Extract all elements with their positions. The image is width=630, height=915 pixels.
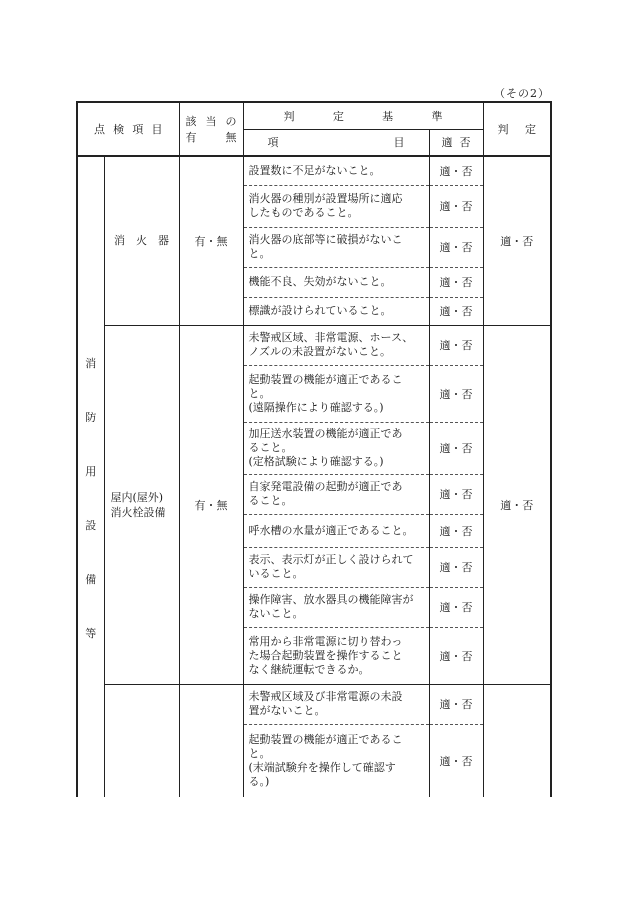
criteria-line: 加圧送水装置の機能が適正であ — [248, 427, 403, 440]
criteria-line: る。) — [248, 774, 270, 788]
presence-value — [179, 684, 243, 797]
inspection-table — [76, 101, 552, 797]
criteria-line: 常用から非常電源に切り替わっ — [248, 634, 403, 648]
conformity-value: 適・否 — [429, 227, 483, 267]
conformity-value: 適・否 — [429, 365, 483, 422]
criteria-line: (末端試験弁を操作して確認す — [248, 760, 396, 774]
criteria-line: と。 — [248, 746, 271, 760]
conformity-value: 適・否 — [429, 627, 483, 684]
criteria-line: 置がないこと。 — [248, 704, 326, 717]
criteria-line: 呼水槽の水量が適正であること。 — [248, 523, 414, 537]
judgment-value: 適・否 — [483, 156, 551, 325]
criteria-line: と。 — [248, 247, 271, 260]
criteria-item — [243, 227, 429, 267]
criteria-item — [243, 724, 429, 797]
equipment-name-line: 消 火 器 — [114, 234, 169, 248]
criteria-item — [243, 684, 429, 724]
criteria-item — [243, 422, 429, 474]
header-criteria-item: 項 目 — [243, 129, 429, 156]
criteria-line: なく継続運転できるか。 — [248, 662, 370, 676]
conformity-value: 適・否 — [429, 156, 483, 185]
criteria-line: 消火器の底部等に破損がないこ — [248, 233, 403, 246]
criteria-line: 消火器の種別が設置場所に適応 — [248, 192, 403, 205]
conformity-value: 適・否 — [429, 684, 483, 724]
equipment-name — [104, 684, 179, 797]
criteria-line: た場合起動装置を操作すること — [248, 648, 403, 662]
criteria-item — [243, 627, 429, 684]
equipment-name — [104, 325, 179, 684]
criteria-line: 機能不良、失効がないこと。 — [248, 275, 392, 288]
criteria-line: と。 — [248, 386, 271, 400]
table-row — [77, 156, 551, 185]
conformity-value: 適・否 — [429, 325, 483, 365]
criteria-line: (定格試験により確認する。) — [248, 455, 384, 468]
criteria-line: いること。 — [248, 567, 304, 580]
header-inspection-item: 点 検 項 目 — [77, 102, 179, 156]
criteria-line: 起動装置の機能が適正であるこ — [248, 372, 403, 386]
header-criteria: 判 定 基 準 — [243, 102, 483, 129]
criteria-item — [243, 156, 429, 185]
page-number: （その2） — [494, 87, 550, 100]
criteria-line: ること。 — [248, 441, 293, 454]
category-char: 等 — [85, 627, 97, 640]
judgment-value — [483, 684, 551, 797]
conformity-value: 適・否 — [429, 267, 483, 297]
conformity-value: 適・否 — [429, 587, 483, 627]
judgment-value: 適・否 — [483, 325, 551, 684]
criteria-line: 未警戒区域及び非常電源の未設 — [248, 690, 403, 703]
category-char: 防 — [85, 411, 97, 424]
criteria-item — [243, 587, 429, 627]
table-row — [77, 325, 551, 365]
category-char: 設 — [85, 519, 97, 532]
conformity-value: 適・否 — [429, 185, 483, 227]
conformity-value: 適・否 — [429, 474, 483, 514]
criteria-item — [243, 185, 429, 227]
criteria-line: ノズルの未設置がないこと。 — [248, 345, 392, 358]
conformity-value: 適・否 — [429, 297, 483, 325]
conformity-value: 適・否 — [429, 422, 483, 474]
conformity-value: 適・否 — [429, 724, 483, 797]
header-judgment: 判 定 — [483, 102, 551, 156]
equipment-name-line: 屋内(屋外) — [110, 490, 164, 504]
header-conformity: 適 否 — [429, 129, 483, 156]
category-char: 消 — [85, 357, 97, 370]
criteria-item — [243, 297, 429, 325]
criteria-item — [243, 267, 429, 297]
criteria-item — [243, 547, 429, 587]
table-row — [77, 684, 551, 724]
criteria-item — [243, 365, 429, 422]
criteria-line: 未警戒区域、非常電源、ホース、 — [248, 331, 414, 344]
category-char: 用 — [85, 465, 97, 478]
presence-value: 有・無 — [179, 156, 243, 325]
criteria-line: ないこと。 — [248, 607, 304, 620]
category-char: 備 — [85, 573, 97, 586]
header-applicable: 該 当 の 有 無 — [179, 102, 243, 156]
criteria-item — [243, 325, 429, 365]
criteria-item — [243, 514, 429, 547]
category-fire-equipment — [77, 156, 104, 797]
equipment-name — [104, 156, 179, 325]
criteria-line: したものであること。 — [248, 206, 359, 219]
criteria-line: 標識が設けられていること。 — [248, 304, 392, 317]
criteria-line: 操作障害、放水器具の機能障害が — [248, 593, 414, 606]
presence-value: 有・無 — [179, 325, 243, 684]
criteria-line: ること。 — [248, 494, 293, 507]
criteria-line: (遠隔操作により確認する。) — [248, 400, 384, 414]
conformity-value: 適・否 — [429, 514, 483, 547]
criteria-line: 起動装置の機能が適正であるこ — [248, 732, 403, 746]
criteria-line: 表示、表示灯が正しく設けられて — [248, 553, 414, 566]
criteria-line: 設置数に不足がないこと。 — [248, 163, 381, 177]
criteria-line: 自家発電設備の起動が適正であ — [248, 480, 403, 493]
conformity-value: 適・否 — [429, 547, 483, 587]
equipment-name-line: 消火栓設備 — [110, 505, 166, 519]
criteria-item — [243, 474, 429, 514]
